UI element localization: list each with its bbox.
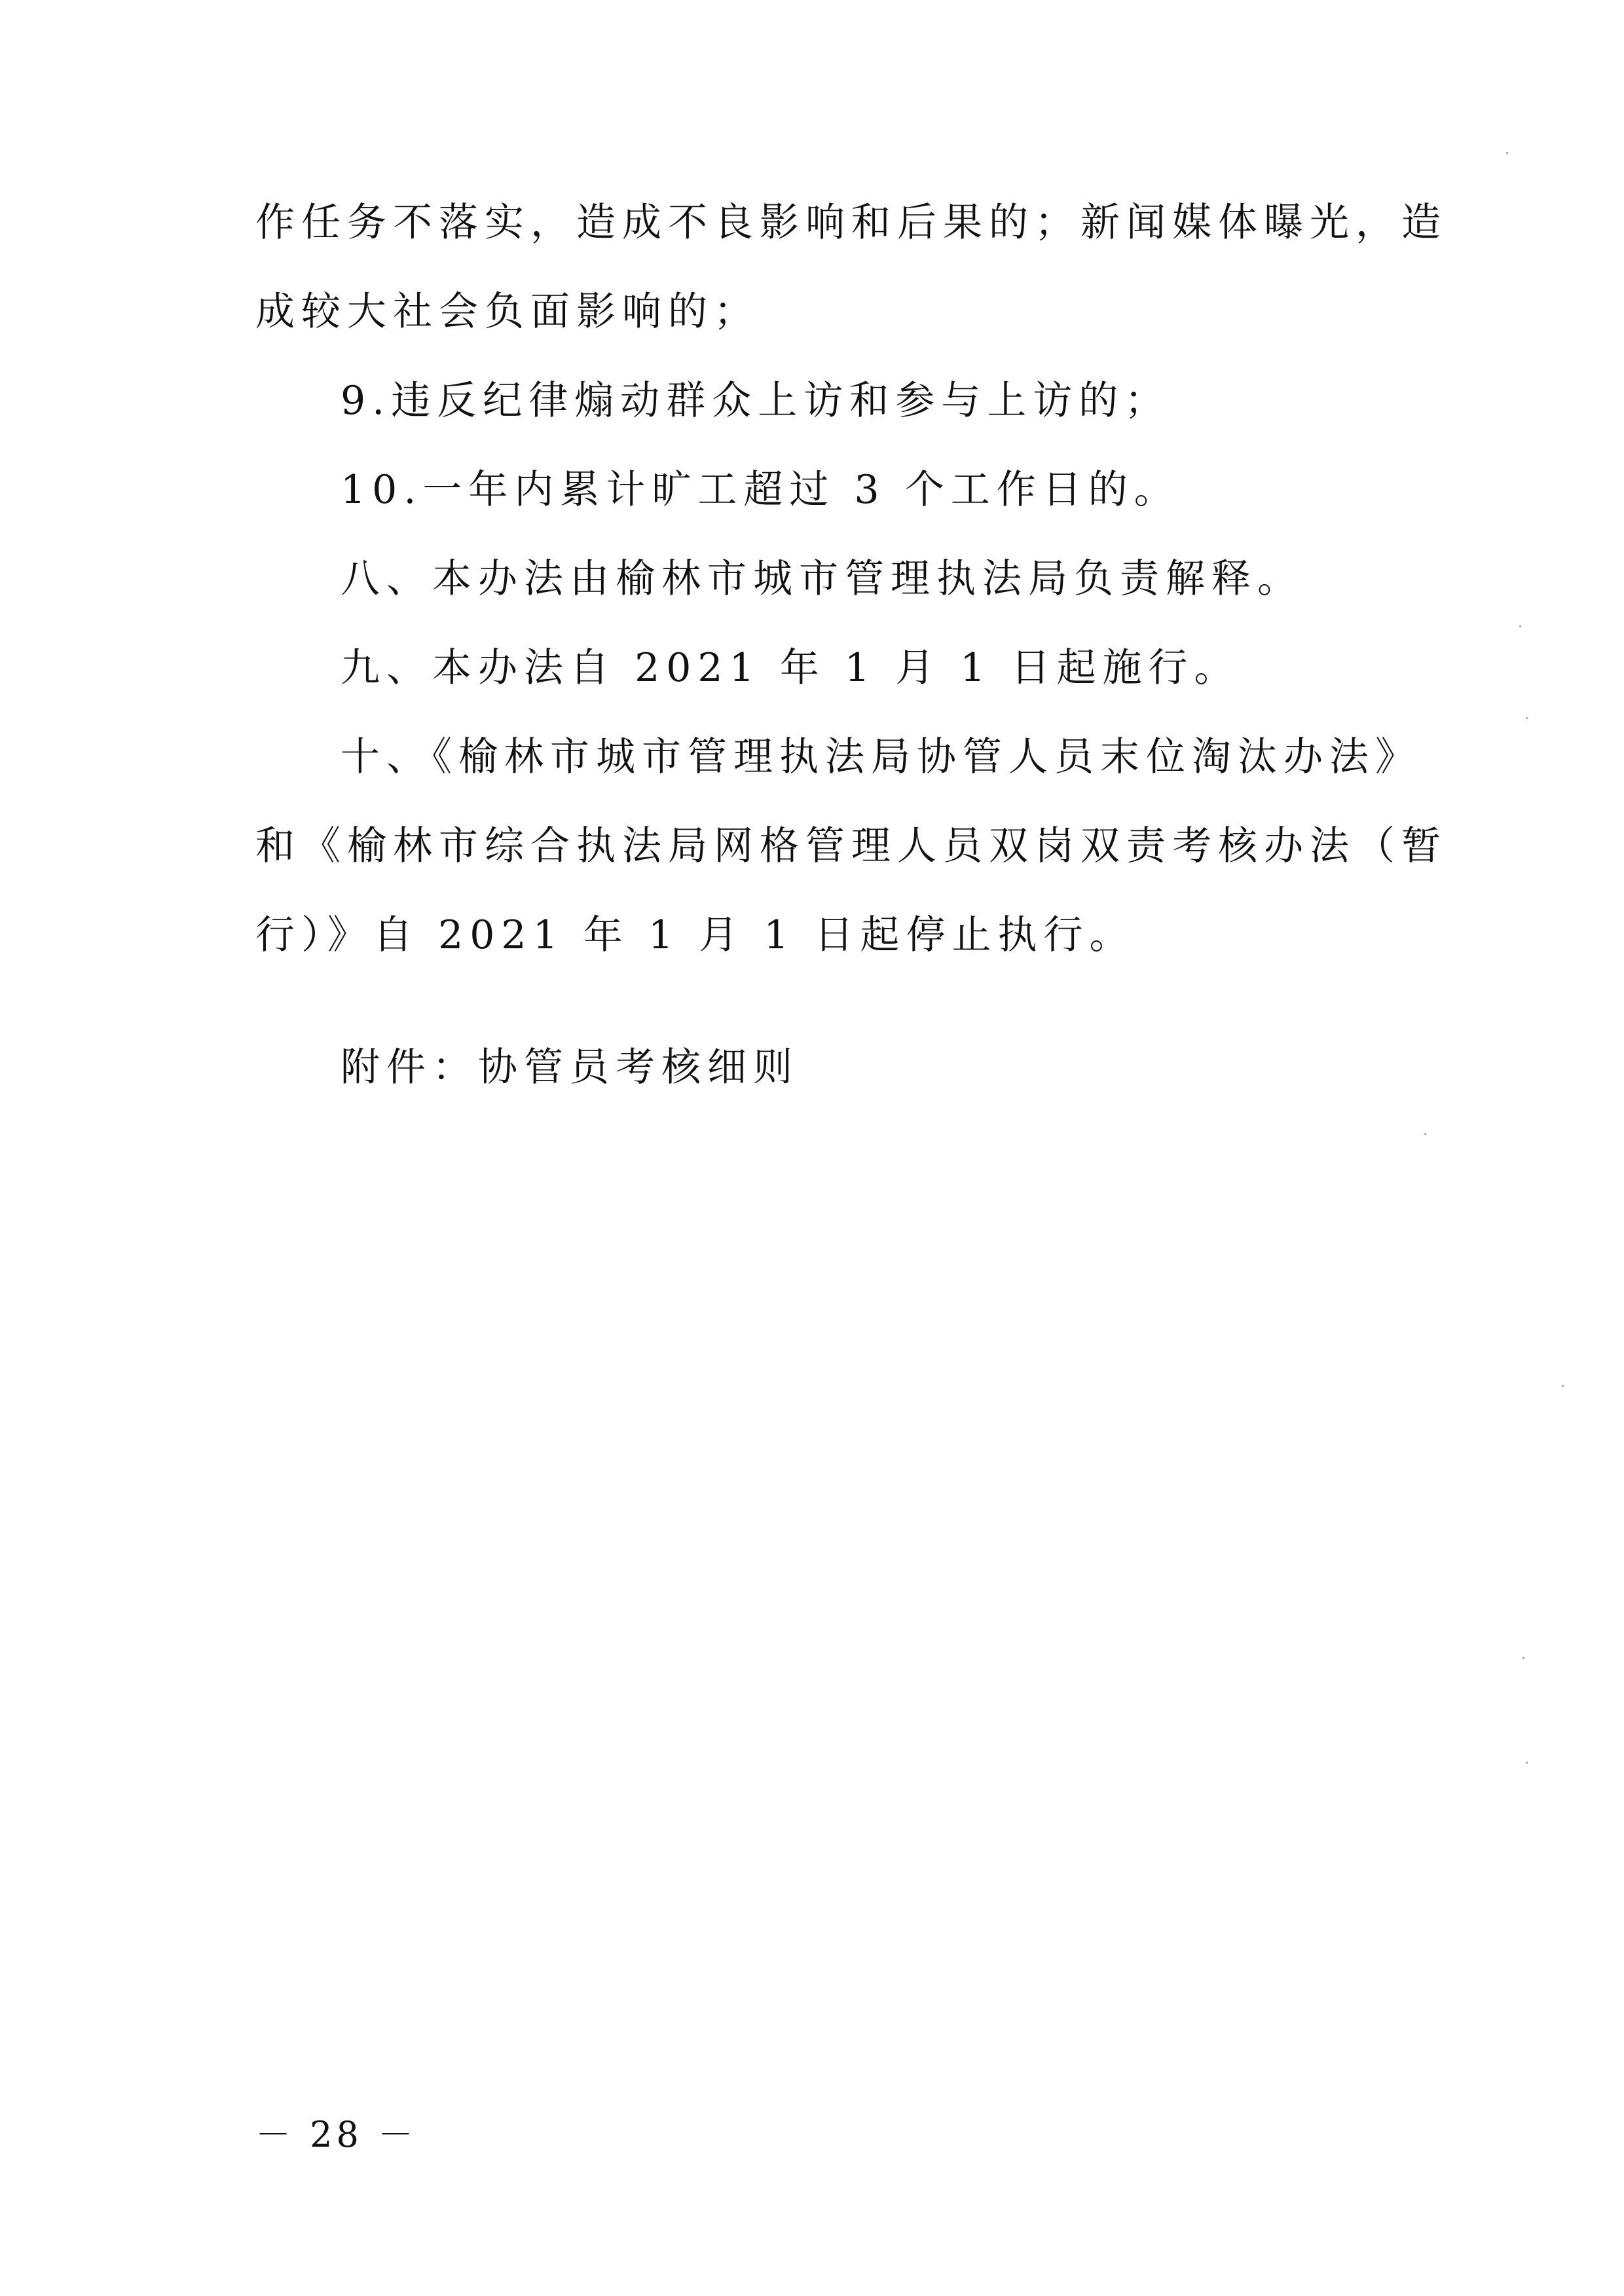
scan-speck [1506,152,1508,154]
clause-10-line-1: 十、《榆林市城市管理执法局协管人员末位淘汰办法》 [341,734,1421,780]
item-10-line: 10.一年内累计旷工超过 3 个工作日的。 [341,467,1180,513]
paragraph-line-1: 作任务不落实，造成不良影响和后果的；新闻媒体曝光，造 [255,200,1447,246]
scan-speck [1424,1133,1426,1135]
attachment-line: 附件：协管员考核细则 [341,1045,799,1090]
scan-speck [1562,1385,1564,1387]
scan-speck [1522,1657,1524,1659]
paragraph-line-2: 成较大社会负面影响的； [255,289,760,335]
clause-10-line-2: 和《榆林市综合执法局网格管理人员双岗双责考核办法（暂 [255,823,1447,869]
scan-speck [1526,717,1528,719]
scan-speck [1519,625,1521,627]
scan-speck [1526,1762,1528,1764]
clause-8-line: 八、本办法由榆林市城市管理执法局负责解释。 [341,556,1303,602]
page-number: － 28 － [255,2114,418,2155]
item-9-line: 9.违反纪律煽动群众上访和参与上访的； [341,378,1171,424]
clause-10-line-3: 行）》自 2021 年 1 月 1 日起停止执行。 [255,912,1135,958]
clause-9-line: 九、本办法自 2021 年 1 月 1 日起施行。 [341,645,1240,691]
